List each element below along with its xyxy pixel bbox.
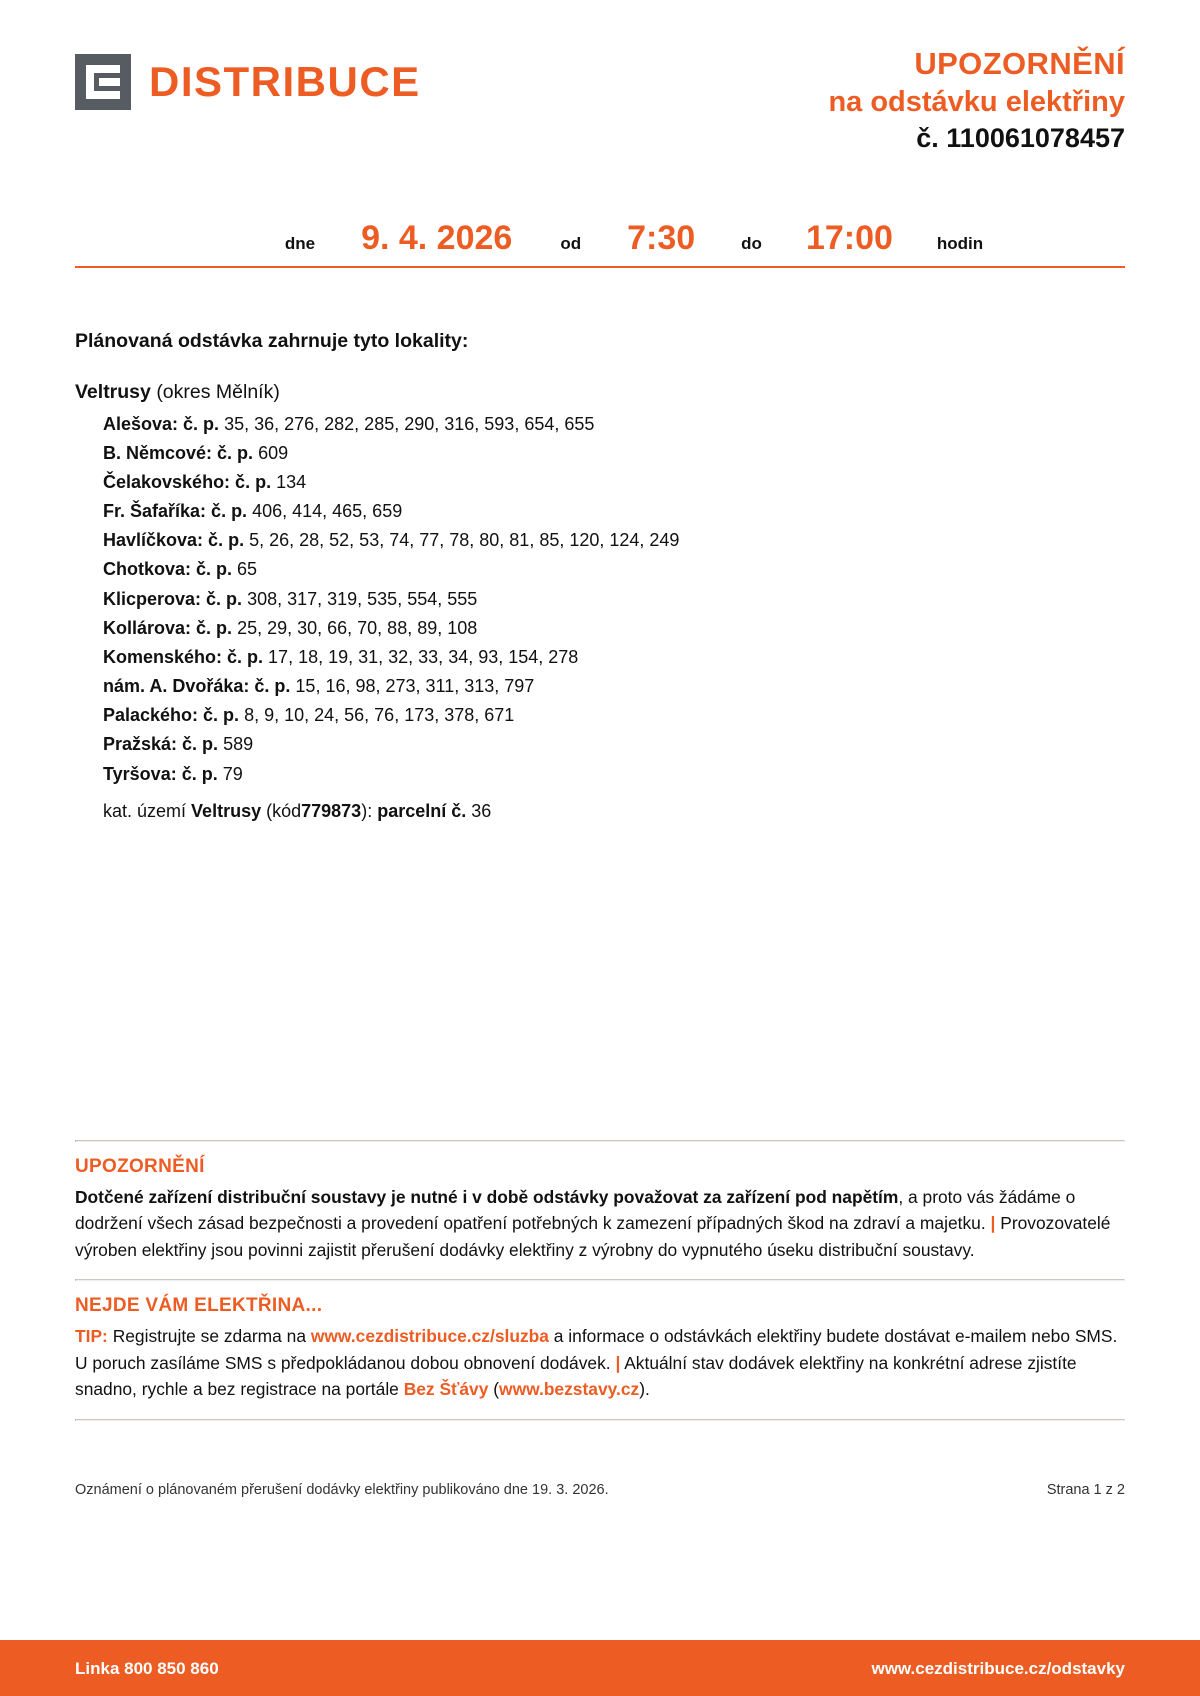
list-item [103,526,1125,555]
to-label: do [741,233,762,253]
divider [75,1419,1125,1421]
list-item [103,497,1125,526]
municipality-district: (okres Mělník) [156,380,280,403]
from-label: od [560,233,582,253]
street-numbers: 5, 26, 28, 52, 53, 74, 77, 78, 80, 81, 85, 120, 124, 249 [249,530,680,551]
page-subtitle: na odstávku elektřiny [828,85,1125,118]
list-item [103,614,1125,643]
street-numbers: 79 [222,763,243,784]
list-item [103,555,1125,584]
outage-datetime-bar [75,219,1125,268]
warning-text-second: Provozovatelé výroben elektřiny jsou povinni zajistit přerušení dodávky elektřiny z výrobny do vypnutého úseku distribuční soustavy. [75,1213,1111,1260]
outages-website-link[interactable]: www.cezdistribuce.cz/odstavky [871,1659,1125,1678]
document-header [75,0,1125,155]
street-numbers: 25, 29, 30, 66, 70, 88, 89, 108 [237,617,478,638]
link-open-paren: ( [493,1379,500,1400]
warning-bold-lead: Dotčené zařízení distribuční soustavy je nutné i v době odstávky považovat za zařízení pod napětím [75,1187,899,1207]
tip-text-2: a informace o odstávkách elektřiny budete dostávat e-mailem nebo SMS. U poruch zasíláme SMS s předpokládanou dobou obnovení dodávek. [75,1326,1118,1373]
street-numbers: 8, 9, 10, 24, 56, 76, 173, 378, 671 [244,705,515,726]
street-numbers: 65 [237,559,258,580]
street-name: Alešova: č. p. [103,413,220,434]
reference-number: č. 110061078457 [916,122,1125,153]
tip-label: TIP: [75,1326,108,1347]
street-numbers: 406, 414, 465, 659 [252,501,403,522]
street-numbers: 17, 18, 19, 31, 32, 33, 34, 93, 154, 278 [268,646,579,667]
page-indicator: Strana 1 z 2 [1046,1482,1125,1498]
text-separator: | [615,1352,621,1373]
cadastre-prefix: kat. území [103,800,187,821]
bezstavy-portal-link[interactable]: www.bezstavy.cz [499,1379,640,1400]
street-name: Havlíčkova: č. p. [103,530,245,551]
tip-notice-block [75,1281,1125,1418]
list-item [103,643,1125,672]
street-numbers: 609 [258,442,289,463]
list-item [103,672,1125,701]
outage-time-from: 7:30 [627,218,696,257]
link-close-paren: ). [639,1379,650,1400]
street-numbers: 308, 317, 319, 535, 554, 555 [247,588,478,609]
text-separator: | [990,1213,996,1234]
street-name: Čelakovského: č. p. [103,471,272,492]
street-name: nám. A. Dvořáka: č. p. [103,676,291,697]
warning-text-after: , a proto vás žádáme o dodržení všech zásad bezpečnosti a provedení opatření potřebných k zamezení případných škod na zdraví a majetku. [75,1187,1076,1234]
tip-notice-heading: NEJDE VÁM ELEKTŘINA... [75,1295,323,1317]
cadastre-code-value: 779873 [301,800,362,821]
brand-lockup [75,46,421,110]
cadastre-code-suffix: ): [361,800,373,821]
cadastral-area-line [75,801,1125,822]
list-item [103,439,1125,468]
street-name: Palackého: č. p. [103,705,240,726]
warning-notice-block [75,1142,1125,1279]
cadastre-parcel-value: 36 [471,800,492,821]
street-name: Klicperova: č. p. [103,588,243,609]
street-name: Chotkova: č. p. [103,559,233,580]
outage-date-value: 9. 4. 2026 [361,218,513,257]
list-item [103,730,1125,759]
cadastre-parcel-label: parcelní č. [377,800,467,821]
footer-contact-bar [0,1640,1200,1696]
warning-notice-heading: UPOZORNĚNÍ [75,1156,205,1177]
municipality-line [75,381,1125,404]
portal-name: Bez Šťávy [403,1379,489,1400]
notices-section [75,1140,1125,1421]
municipality-name: Veltrusy [75,380,151,403]
tip-text-3: Aktuální stav dodávek elektřiny na konkrétní adrese zjistíte snadno, rychle a bez registrace na portále [75,1352,1077,1400]
page-title: UPOZORNĚNÍ [914,46,1125,81]
street-name: B. Němcové: č. p. [103,442,254,463]
footer-meta [75,1482,1125,1498]
street-name: Kollárova: č. p. [103,617,233,638]
tip-notice-body [75,1323,1125,1402]
list-item [103,410,1125,439]
list-item [103,760,1125,789]
street-name: Tyršova: č. p. [103,763,218,784]
street-list [75,410,1125,789]
street-name: Fr. Šafaříka: č. p. [103,501,248,522]
list-item [103,701,1125,730]
street-name: Komenského: č. p. [103,646,264,667]
street-numbers: 35, 36, 276, 282, 285, 290, 316, 593, 654, 655 [224,413,595,434]
brand-wordmark: DISTRIBUCE [149,58,421,105]
cadastre-code-label: (kód [266,800,302,821]
outage-time-to: 17:00 [805,218,893,257]
cez-e-logo-icon [75,54,131,110]
service-registration-link[interactable]: www.cezdistribuce.cz/sluzba [310,1326,549,1347]
cadastre-area-name: Veltrusy [191,800,262,821]
tip-text-1: Registrujte se zdarma na [112,1326,307,1347]
street-name: Pražská: č. p. [103,734,219,755]
list-item [103,468,1125,497]
date-label: dne [284,233,316,253]
street-numbers: 134 [276,471,307,492]
street-numbers: 589 [223,734,254,755]
street-numbers: 15, 16, 98, 273, 311, 313, 797 [295,676,535,697]
publication-note: Oznámení o plánovaném přerušení dodávky elektřiny publikováno dne 19. 3. 2026. [75,1482,609,1498]
hours-label: hodin [936,233,984,253]
header-title-group [828,46,1125,155]
support-phone[interactable]: Linka 800 850 860 [75,1659,219,1678]
localities-intro: Plánovaná odstávka zahrnuje tyto lokality: [75,329,469,352]
warning-notice-body [75,1184,1125,1263]
list-item [103,585,1125,614]
